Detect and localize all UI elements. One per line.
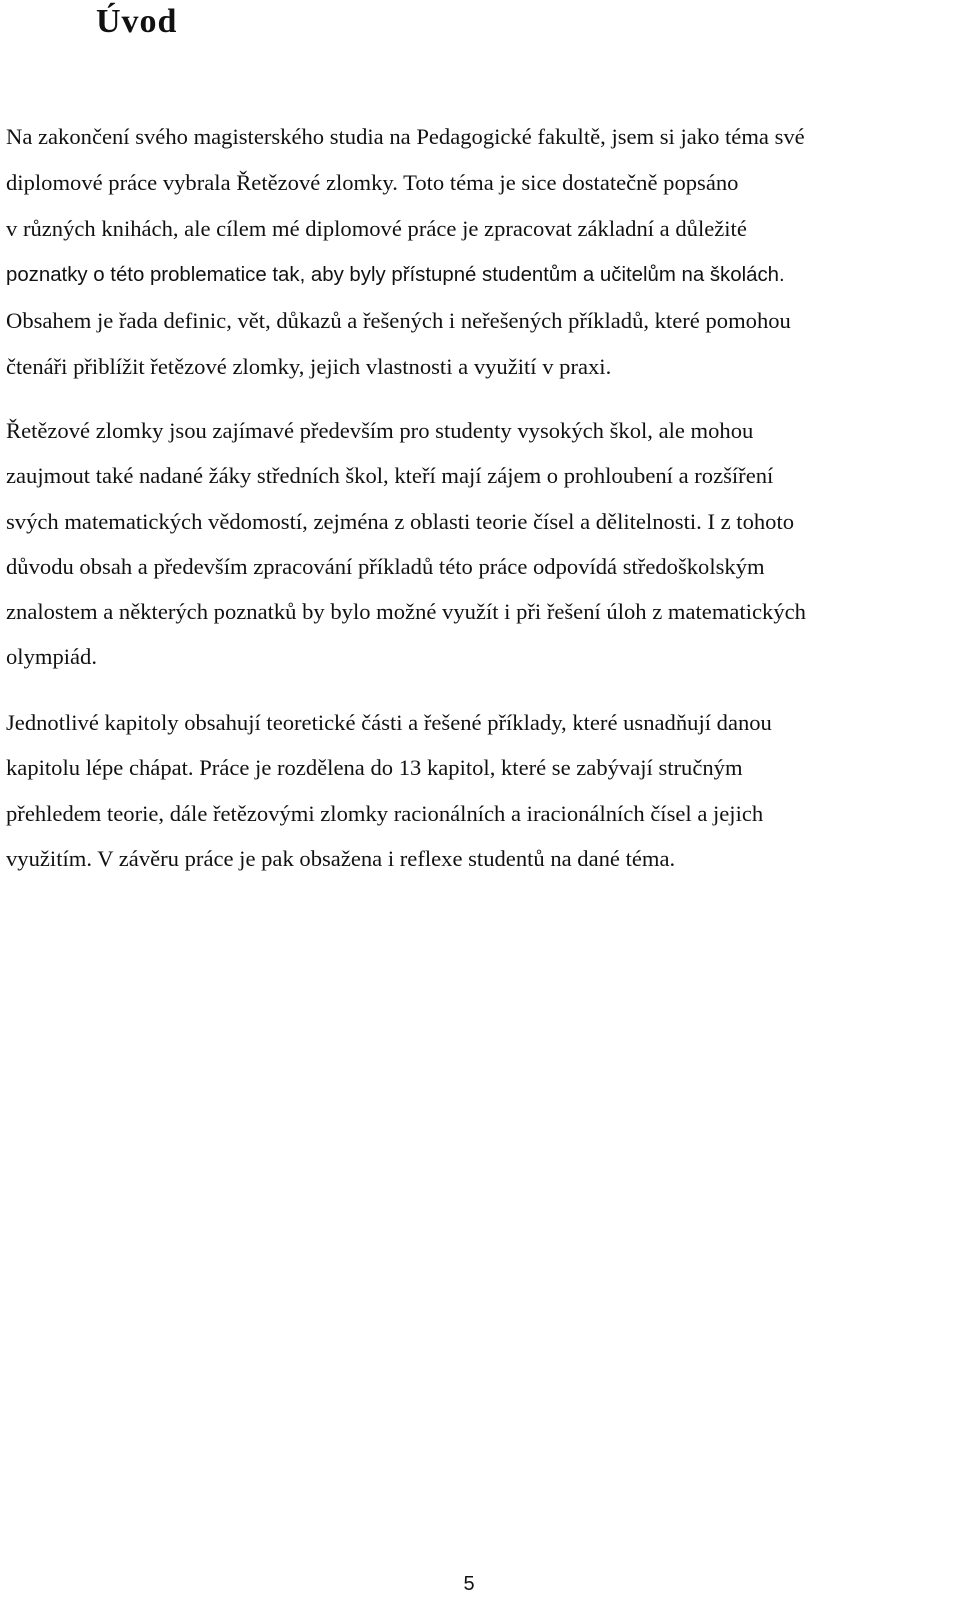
text-line: v různých knihách, ale cílem mé diplomové práce je zpracovat základní a důležité [6,216,747,241]
text-line: využitím. V závěru práce je pak obsažena i reflexe studentů na dané téma. [6,845,676,871]
page-title: Úvod [96,3,178,40]
text-line: diplomové práce vybrala Řetězové zlomky. Toto téma je sice dostatečně popsáno [6,170,739,195]
text-line: Na zakončení svého magisterského studia na Pedagogické fakultě, jsem si jako téma své [6,124,805,149]
text-line: znalostem a některých poznatků by bylo možné využít i při řešení úloh z matematických [6,599,806,625]
text-line: olympiád. [6,644,97,670]
paragraph-2 [6,408,944,680]
paragraph-1 [6,114,944,390]
text-line: důvodu obsah a především zpracování příkladů této práce odpovídá středoškolským [6,553,765,579]
text-line: poznatky o této problematice tak, aby byly přístupné studentům a učitelům na školách. [6,264,785,286]
text-line: Obsahem je řada definic, vět, důkazů a řešených i neřešených příkladů, které pomohou [6,308,791,333]
text-line: kapitolu lépe chápat. Práce je rozdělena do 13 kapitol, které se zabývají stručným [6,755,743,781]
text-line: zaujmout také nadané žáky středních škol, kteří mají zájem o prohloubení a rozšíření [6,463,774,489]
page-number: 5 [463,1573,475,1595]
text-line: čtenáři přiblížit řetězové zlomky, jejich vlastnosti a využití v praxi. [6,354,612,379]
text-line: Řetězové zlomky jsou zajímavé především pro studenty vysokých škol, ale mohou [6,418,754,443]
text-line: svých matematických vědomostí, zejména z oblasti teorie čísel a dělitelnosti. I z tohoto [6,508,795,534]
text-line: přehledem teorie, dále řetězovými zlomky racionálních a iracionálních čísel a jejich [6,800,764,826]
paragraph-3 [6,700,944,881]
text-line: Jednotlivé kapitoly obsahují teoretické části a řešené příklady, které usnadňují danou [6,710,772,735]
